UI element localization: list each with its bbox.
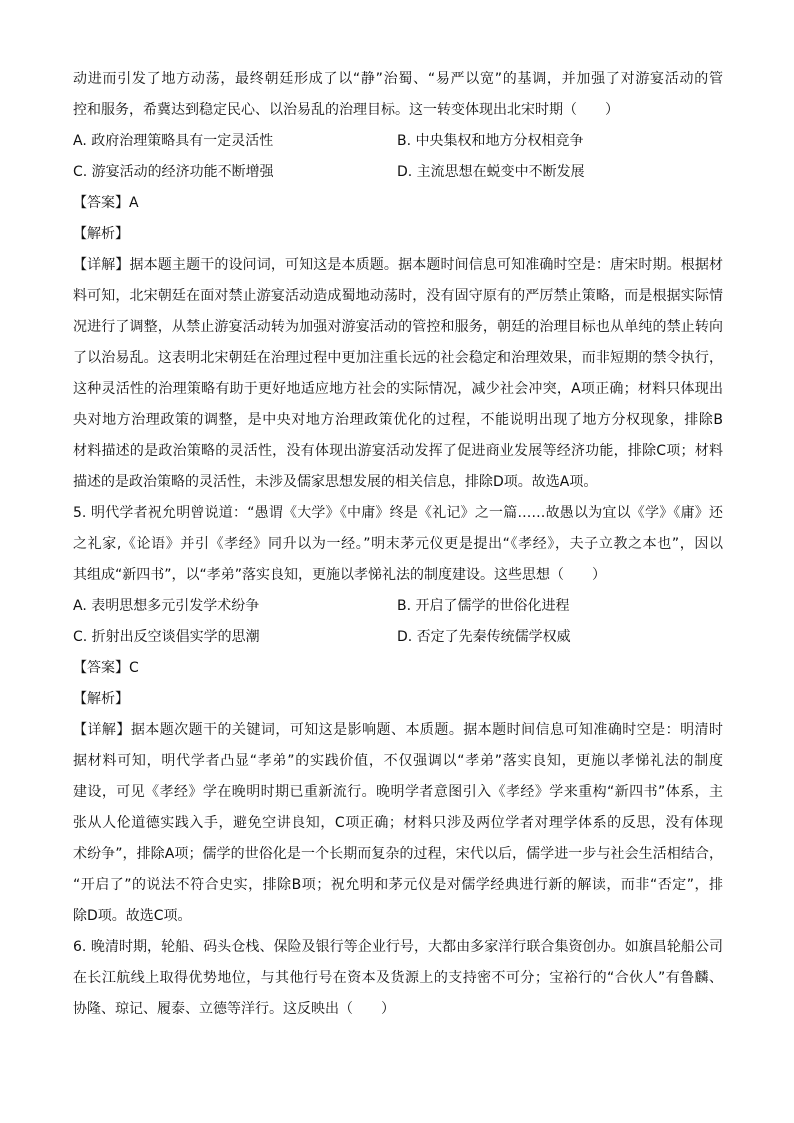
q4-option-c: C. 游宴活动的经济功能不断增强	[73, 164, 274, 180]
q4-detail-line-2: 料可知，北宋朝廷在面对禁止游宴活动造成蜀地动荡时，没有固守原有的严厉禁止策略，而是根据实际情	[73, 288, 723, 304]
q5-stem-line-2: 之礼家,《论语》并引《孝经》同升以为一经。”明末茅元仪更是提出“《孝经》，夫子立教之本也”，因以	[73, 536, 723, 552]
q6-stem-line-1: 6. 晚清时期，轮船、码头仓栈、保险及银行等企业行号，大都由多家洋行联合集资创办。如旗昌轮船公司	[73, 939, 723, 955]
q5-detail-line-3: 建设，可见《孝经》学在晚明时期已重新流行。晚明学者意图引入《孝经》学来重构“新四书”体系，主	[73, 784, 723, 800]
q5-detail-line-7: 除D项。故选C项。	[73, 908, 192, 924]
q4-option-b: B. 中央集权和地方分权相竞争	[397, 133, 584, 149]
q4-options-row-2	[73, 157, 723, 188]
q5-stem-line-3: 其组成“新四书”，以“孝弟”落实良知，更施以孝悌礼法的制度建设。这些思想（ ）	[73, 567, 607, 583]
q5-detail-line-6: “开启了”的说法不符合史实，排除B项；祝允明和茅元仪是对儒学经典进行新的解读，而非“否定”，排	[73, 877, 723, 893]
q5-detail-line-2: 据材料可知，明代学者凸显“孝弟”的实践价值，不仅强调以“孝弟”落实良知，更施以孝悌礼法的制度	[73, 753, 723, 769]
page-content	[73, 64, 723, 1025]
q4-detail-line-1: 【详解】据本题主题干的设问词，可知这是本质题。据本题时间信息可知准确时空是：唐宋时期。根据材	[73, 257, 723, 273]
q4-option-d: D. 主流思想在蜕变中不断发展	[397, 164, 585, 180]
q6-stem-line-2: 在长江航线上取得优势地位，与其他行号在资本及货源上的支持密不可分；宝裕行的“合伙人”有鲁麟、	[73, 970, 723, 986]
q5-analysis-label: 【解析】	[73, 691, 129, 707]
q4-detail-line-7: 材料描述的是政治策略的灵活性，没有体现出游宴活动发挥了促进商业发展等经济功能，排除C项；材料	[73, 443, 723, 459]
q6-stem-line-3: 协隆、琼记、履泰、立德等洋行。这反映出（ ）	[73, 1001, 395, 1017]
q4-analysis-label: 【解析】	[73, 226, 129, 242]
q5-option-a: A. 表明思想多元引发学术纷争	[73, 598, 260, 614]
q5-answer: 【答案】C	[73, 660, 139, 676]
q4-options-row-1	[73, 126, 723, 157]
q4-detail-line-6: 央对地方治理政策的调整，是中央对地方治理政策优化的过程，不能说明出现了地方分权现象，排除B	[73, 412, 723, 428]
q5-option-c: C. 折射出反空谈倡实学的思潮	[73, 629, 260, 645]
q5-detail-line-5: 术纷争”，排除A项；儒学的世俗化是一个长期而复杂的过程，宋代以后，儒学进一步与社会生活相结合，	[73, 846, 723, 862]
q4-detail-line-4: 了以治易乱。这表明北宋朝廷在治理过程中更加注重长远的社会稳定和治理效果，而非短期的禁令执行，	[73, 350, 723, 366]
q4-answer: 【答案】A	[73, 195, 139, 211]
q4-detail-line-8: 描述的是政治策略的灵活性，未涉及儒家思想发展的相关信息，排除D项。故选A项。	[73, 474, 598, 490]
q5-detail-line-1: 【详解】据本题次题干的关键词，可知这是影响题、本质题。据本题时间信息可知准确时空是：明清时	[73, 722, 723, 738]
q4-detail-line-3: 况进行了调整，从禁止游宴活动转为加强对游宴活动的管控和服务，朝廷的治理目标也从单纯的禁止转向	[73, 319, 723, 335]
q5-options-row-2	[73, 622, 723, 653]
q4-option-a: A. 政府治理策略具有一定灵活性	[73, 133, 274, 149]
q4-detail-line-5: 这种灵活性的治理策略有助于更好地适应地方社会的实际情况，减少社会冲突，A项正确；材料只体现出	[73, 381, 723, 397]
q5-stem-line-1: 5. 明代学者祝允明曾说道：“愚谓《大学》《中庸》终是《礼记》之一篇……故愚以为宜以《学》《庸》还	[73, 505, 723, 521]
q5-options-row-1	[73, 591, 723, 622]
q5-option-d: D. 否定了先秦传统儒学权威	[397, 629, 571, 645]
q4-stem-line-2: 控和服务，希冀达到稳定民心、以治易乱的治理目标。这一转变体现出北宋时期（ ）	[73, 102, 619, 118]
q5-option-b: B. 开启了儒学的世俗化进程	[397, 598, 570, 614]
q5-detail-line-4: 张从人伦道德实践入手，避免空讲良知，C项正确；材料只涉及两位学者对理学体系的反思，没有体现	[73, 815, 723, 831]
q4-stem-line-1: 动进而引发了地方动荡，最终朝廷形成了以“静”治蜀、“易严以宽”的基调，并加强了对游宴活动的管	[73, 71, 723, 87]
